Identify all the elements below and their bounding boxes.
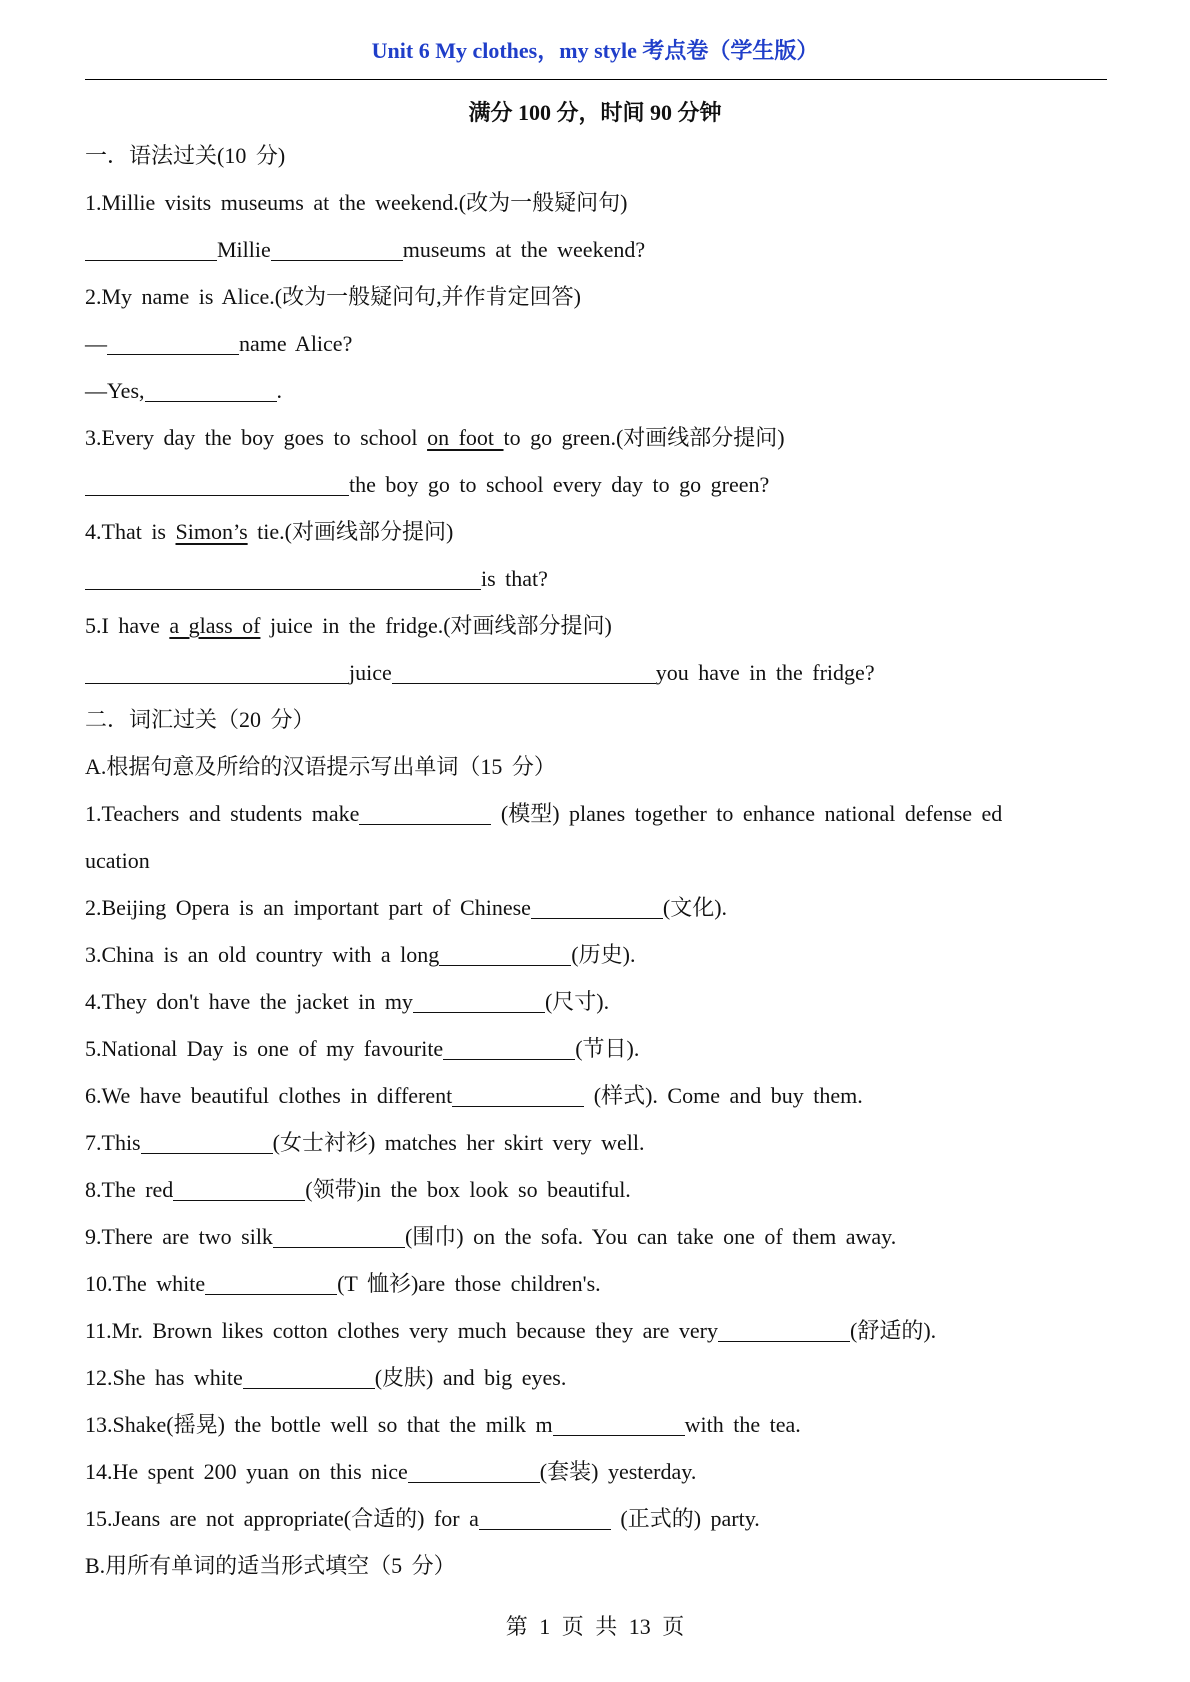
- section2-heading: 二．词汇过关（20 分）: [85, 707, 315, 732]
- vocab-item-1-cont: ucation: [85, 848, 150, 873]
- answer-blank[interactable]: [718, 1315, 850, 1342]
- answer-line-2a: — name Alice?: [85, 320, 1107, 367]
- answer-blank[interactable]: [408, 1456, 540, 1483]
- vocab-item-10: 10.The white (T 恤衫)are those children's.: [85, 1260, 1107, 1307]
- question-5: 5.I have a glass of juice in the fridge.(对画线部分提问): [85, 613, 612, 638]
- vocab-item-15: 15.Jeans are not appropriate(合适的) for a (正式的) party.: [85, 1495, 1107, 1542]
- vocab-item-6: 6.We have beautiful clothes in different (样式). Come and buy them.: [85, 1072, 1107, 1119]
- answer-blank[interactable]: [141, 1127, 273, 1154]
- vocab-item-4: 4.They don't have the jacket in my (尺寸).: [85, 978, 1107, 1025]
- underlined-phrase: on foot: [427, 425, 504, 450]
- answer-blank[interactable]: [359, 798, 491, 825]
- header-divider: [85, 79, 1107, 80]
- answer-blank[interactable]: [271, 234, 403, 261]
- question-2: 2.My name is Alice.(改为一般疑问句,并作肯定回答): [85, 284, 581, 309]
- answer-blank[interactable]: [173, 1174, 305, 1201]
- question-4: 4.That is Simon’s tie.(对画线部分提问): [85, 519, 454, 544]
- answer-line-5: juice you have in the fridge?: [85, 649, 1107, 696]
- answer-blank[interactable]: [553, 1409, 685, 1436]
- question-3: 3.Every day the boy goes to school on foot to go green.(对画线部分提问): [85, 425, 785, 450]
- answer-blank[interactable]: [273, 1221, 405, 1248]
- document-header-title: Unit 6 My clothes，my style 考点卷（学生版）: [371, 38, 819, 63]
- section1-heading: 一．语法过关(10 分): [85, 143, 286, 168]
- answer-blank[interactable]: [439, 939, 571, 966]
- answer-blank[interactable]: [107, 328, 239, 355]
- vocab-item-1: 1.Teachers and students make (模型) planes together to enhance national defense ed: [85, 790, 1107, 837]
- vocab-item-9: 9.There are two silk (围巾) on the sofa. You can take one of them away.: [85, 1213, 1107, 1260]
- answer-line-3: the boy go to school every day to go green?: [85, 461, 1107, 508]
- answer-blank[interactable]: [452, 1080, 584, 1107]
- part-b-heading: B.用所有单词的适当形式填空（5 分）: [85, 1553, 456, 1578]
- answer-blank[interactable]: [145, 375, 277, 402]
- answer-blank[interactable]: [85, 657, 349, 684]
- exam-content: [85, 132, 1107, 1589]
- exam-info: 满分 100 分，时间 90 分钟: [468, 100, 722, 125]
- vocab-item-7: 7.This (女士衬衫) matches her skirt very well.: [85, 1119, 1107, 1166]
- part-a-heading: A.根据句意及所给的汉语提示写出单词（15 分）: [85, 754, 556, 779]
- answer-blank[interactable]: [243, 1362, 375, 1389]
- question-1: 1.Millie visits museums at the weekend.(改为一般疑问句): [85, 190, 628, 215]
- vocab-item-2: 2.Beijing Opera is an important part of Chinese (文化).: [85, 884, 1107, 931]
- answer-blank[interactable]: [443, 1033, 575, 1060]
- vocab-item-11: 11.Mr. Brown likes cotton clothes very much because they are very (舒适的).: [85, 1307, 1107, 1354]
- answer-blank[interactable]: [531, 892, 663, 919]
- vocab-item-14: 14.He spent 200 yuan on this nice (套装) yesterday.: [85, 1448, 1107, 1495]
- answer-blank[interactable]: [85, 469, 349, 496]
- answer-blank[interactable]: [85, 234, 217, 261]
- answer-blank[interactable]: [205, 1268, 337, 1295]
- answer-blank[interactable]: [413, 986, 545, 1013]
- answer-line-2b: —Yes, .: [85, 367, 1107, 414]
- vocab-item-3: 3.China is an old country with a long (历史).: [85, 931, 1107, 978]
- vocab-item-8: 8.The red (领带)in the box look so beautiful.: [85, 1166, 1107, 1213]
- underlined-phrase: Simon’s: [175, 519, 248, 544]
- underlined-phrase: a glass of: [169, 613, 261, 638]
- answer-line-4: is that?: [85, 555, 1107, 602]
- answer-blank[interactable]: [85, 563, 481, 590]
- page-footer: 第 1 页 共 13 页: [505, 1614, 685, 1639]
- answer-line-1: Millie museums at the weekend?: [85, 226, 1107, 273]
- vocab-item-5: 5.National Day is one of my favourite (节日).: [85, 1025, 1107, 1072]
- vocab-item-12: 12.She has white (皮肤) and big eyes.: [85, 1354, 1107, 1401]
- vocab-item-13: 13.Shake(摇晃) the bottle well so that the milk m with the tea.: [85, 1401, 1107, 1448]
- answer-blank[interactable]: [479, 1503, 611, 1530]
- answer-blank[interactable]: [392, 657, 656, 684]
